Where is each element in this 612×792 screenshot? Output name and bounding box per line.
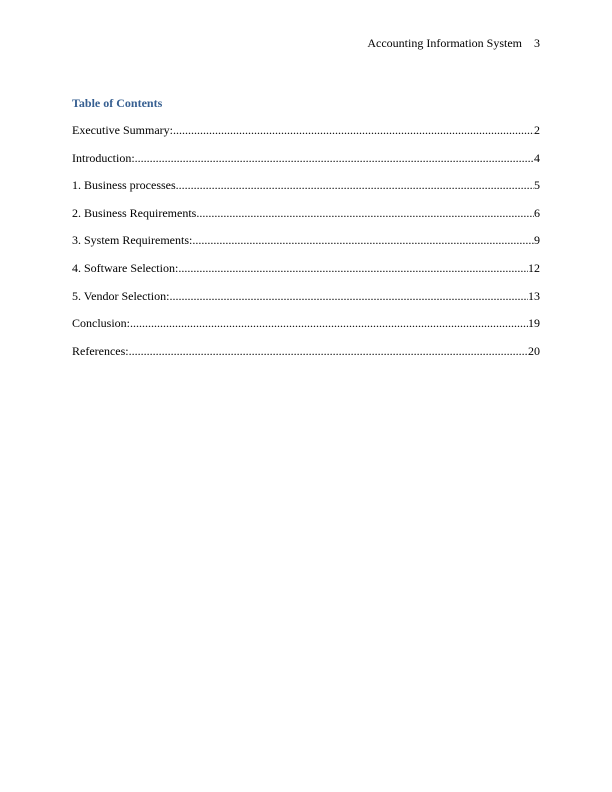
toc-entry-page: 2 [534, 123, 540, 137]
toc-dot-leader [129, 344, 528, 358]
toc-entry-vendor-selection[interactable] [72, 289, 540, 317]
toc-entry-business-requirements[interactable] [72, 206, 540, 234]
toc-entry-executive-summary[interactable] [72, 123, 540, 151]
toc-dot-leader [130, 316, 528, 330]
toc-entry-software-selection[interactable] [72, 261, 540, 289]
toc-entry-label: 1. Business processes [72, 178, 176, 193]
toc-entry-page: 4 [534, 150, 540, 165]
toc-entry-label: 3. System Requirements: [72, 233, 193, 248]
toc-entry-label: 4. Software Selection: [72, 260, 179, 275]
toc-dot-leader [169, 289, 528, 303]
page-number: 3 [534, 36, 540, 50]
toc-entry-business-processes[interactable] [72, 178, 540, 206]
toc-entry-system-requirements[interactable] [72, 233, 540, 261]
toc-entry-page: 9 [534, 233, 540, 248]
toc-entry-label: Executive Summary: [72, 123, 173, 137]
toc-entry-label: 2. Business Requirements [72, 205, 197, 220]
toc-title: Table of Contents [72, 96, 163, 110]
toc-entry-page: 12 [528, 260, 540, 275]
toc-dot-leader [135, 151, 534, 165]
toc-dot-leader [173, 123, 534, 137]
toc-dot-leader [176, 178, 534, 192]
toc-entry-label: Introduction: [72, 150, 135, 165]
toc-entry-page: 5 [534, 178, 540, 193]
toc-dot-leader [178, 261, 528, 275]
toc-entry-page: 19 [528, 316, 540, 331]
toc-entry-label: 5. Vendor Selection: [72, 288, 170, 303]
toc-dot-leader [192, 233, 534, 247]
toc-entry-page: 20 [528, 343, 540, 358]
toc-entry-label: References: [72, 343, 129, 358]
toc-dot-leader [196, 206, 534, 220]
toc-list [72, 123, 540, 371]
toc-entry-page: 13 [528, 288, 540, 303]
toc-entry-references[interactable] [72, 344, 540, 372]
page-header [367, 36, 540, 50]
running-title: Accounting Information System [367, 36, 522, 50]
toc-entry-introduction[interactable] [72, 151, 540, 179]
toc-entry-page: 6 [534, 205, 540, 220]
toc-entry-conclusion[interactable] [72, 316, 540, 344]
toc-entry-label: Conclusion: [72, 316, 131, 331]
